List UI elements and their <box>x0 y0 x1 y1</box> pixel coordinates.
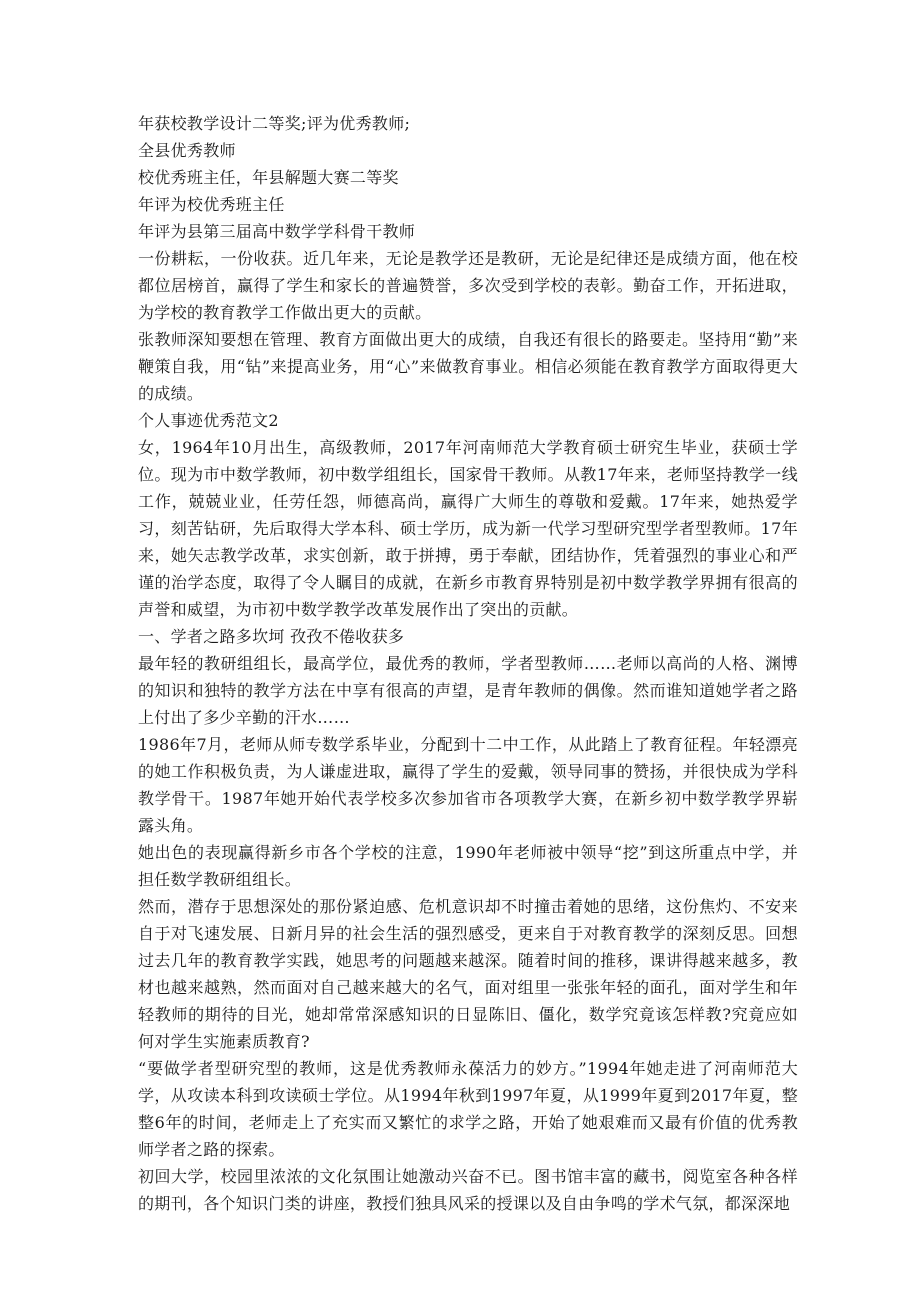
paragraph: 女，1964年10月出生，高级教师，2017年河南师范大学教育硕士研究生毕业，获硕士学位。现为市中数学教师，初中数学组组长，国家骨干教师。从教17年来，老师坚持教学一线工作，兢兢业业，任劳任怨，师德高尚，赢得广大师生的尊敬和爱戴。17年来，她热爱学习，刻苦钻研，先后取得大学本科、硕士学历，成为新一代学习型研究型学者型教师。17年来，她矢志教学改革，求实创新，敢于拼搏，勇于奉献，团结协作，凭着强烈的事业心和严谨的治学态度，取得了令人瞩目的成就，在新乡市教育界特别是初中数学教学界拥有很高的声誉和威望，为市初中数学教学改革发展作出了突出的贡献。 <box>138 438 798 619</box>
paragraph: 年评为县第三届高中数学学科骨干教师 <box>138 222 416 241</box>
document-body <box>138 110 798 1217</box>
paragraph: 最年轻的教研组组长，最高学位，最优秀的教师，学者型教师……老师以高尚的人格、渊博的知识和独特的教学方法在中享有很高的声望，是青年教师的偶像。然而谁知道她学者之路上付出了多少辛勤的汗水…… <box>138 654 798 727</box>
paragraph: 一份耕耘，一份收获。近几年来，无论是教学还是教研，无论是纪律还是成绩方面，他在校都位居榜首，赢得了学生和家长的普遍赞誉，多次受到学校的表彰。勤奋工作，开拓进取，为学校的教育教学工作做出更大的贡献。 <box>138 249 798 322</box>
paragraph: “要做学者型研究型的教师，这是优秀教师永葆活力的妙方。”1994年她走进了河南师范大学，从攻读本科到攻读硕士学位。从1994年秋到1997年夏，从1999年夏到2017年夏，整整6年的时间，老师走上了充实而又繁忙的求学之路，开始了她艰难而又最有价值的优秀教师学者之路的探索。 <box>138 1059 798 1159</box>
paragraph: 全县优秀教师 <box>138 141 236 160</box>
paragraph: 1986年7月，老师从师专数学系毕业，分配到十二中工作，从此踏上了教育征程。年轻漂亮的她工作积极负责，为人谦虚进取，赢得了学生的爱戴，领导同事的赞扬，并很快成为学科教学骨干。1987年她开始代表学校多次参加省市各项教学大赛，在新乡初中数学教学界崭露头角。 <box>138 735 798 835</box>
section-heading: 个人事迹优秀范文2 <box>138 411 279 430</box>
paragraph: 然而，潜存于思想深处的那份紧迫感、危机意识却不时撞击着她的思绪，这份焦灼、不安来自于对飞速发展、日新月异的社会生活的强烈感受，更来自于对教育教学的深刻反思。回想过去几年的教育教学实践，她思考的问题越来越深。随着时间的推移，课讲得越来越多，教材也越来越熟，然而面对自己越来越大的名气，面对组里一张张年轻的面孔，面对学生和年轻教师的期待的目光，她却常常深感知识的日显陈旧、僵化，数学究竟该怎样教?究竟应如何对学生实施素质教育? <box>138 897 798 1051</box>
paragraph: 初回大学，校园里浓浓的文化氛围让她激动兴奋不已。图书馆丰富的藏书，阅览室各种各样的期刊，各个知识门类的讲座，教授们独具风采的授课以及自由争鸣的学术气氛，都深深地 <box>138 1167 798 1213</box>
paragraph: 校优秀班主任，年县解题大赛二等奖 <box>138 168 399 187</box>
paragraph: 她出色的表现赢得新乡市各个学校的注意，1990年老师被中领导“挖”到这所重点中学，并担任数学教研组组长。 <box>138 843 798 889</box>
paragraph: 年获校教学设计二等奖;评为优秀教师; <box>138 114 411 133</box>
section-heading: 一、学者之路多坎坷 孜孜不倦收获多 <box>138 627 405 646</box>
paragraph: 张教师深知要想在管理、教育方面做出更大的成绩，自我还有很长的路要走。坚持用“勤”来鞭策自我，用“钻”来提高业务，用“心”来做教育事业。相信必须能在教育教学方面取得更大的成绩。 <box>138 330 798 403</box>
paragraph: 年评为校优秀班主任 <box>138 195 285 214</box>
